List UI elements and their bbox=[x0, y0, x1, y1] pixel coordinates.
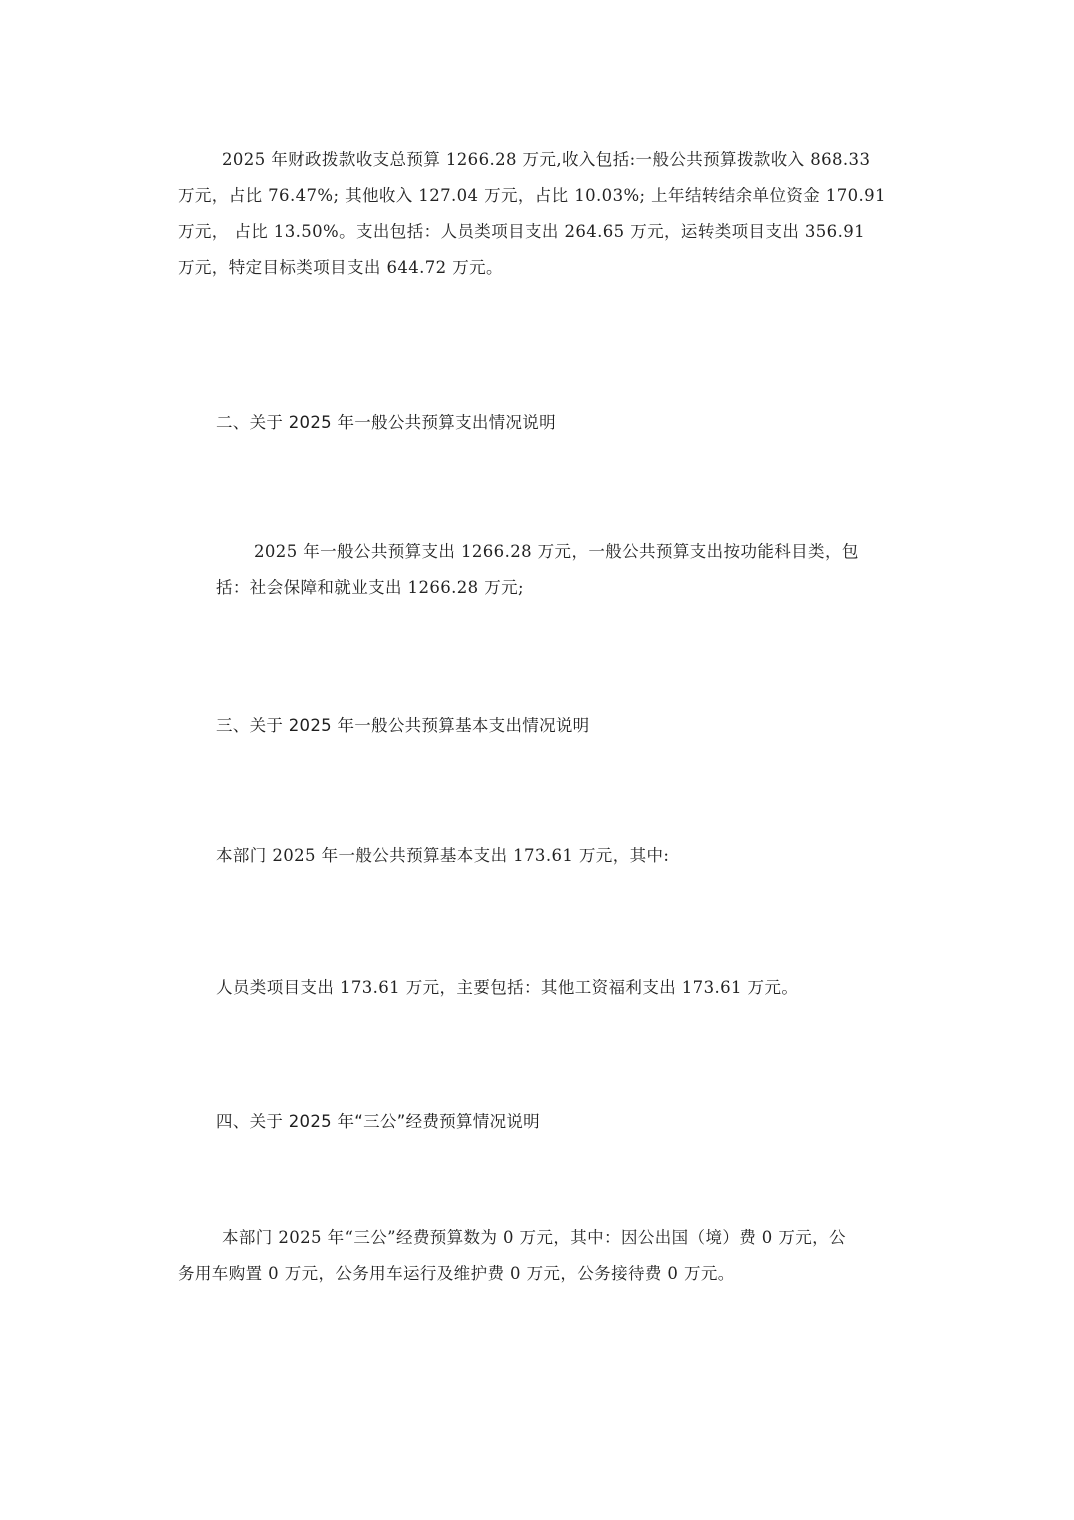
paragraph-basic-expenditure bbox=[178, 838, 914, 874]
paragraph-line: 本部门 2025 年一般公共预算基本支出 173.61 万元，其中: bbox=[216, 846, 670, 865]
paragraph-line: 本部门 2025 年“三公”经费预算数为 0 万元，其中：因公出国（境）费 0 万元，公 bbox=[222, 1228, 846, 1247]
paragraph-line: 万元， 占比 13.50%。支出包括：人员类项目支出 264.65 万元，运转类项目支出 356.91 bbox=[178, 222, 866, 241]
paragraph-personnel-expenditure bbox=[178, 970, 914, 1006]
paragraph-line: 2025 年一般公共预算支出 1266.28 万元，一般公共预算支出按功能科目类，包 bbox=[254, 542, 859, 561]
paragraph-line: 万元，特定目标类项目支出 644.72 万元。 bbox=[178, 258, 503, 277]
paragraph-three-public-expenses bbox=[178, 1220, 914, 1292]
paragraph-line: 括：社会保障和就业支出 1266.28 万元; bbox=[216, 578, 524, 597]
paragraph-general-expenditure bbox=[178, 534, 914, 606]
paragraph-line: 万元，占比 76.47%; 其他收入 127.04 万元，占比 10.03%; 上年结转结余单位资金 170.91 bbox=[178, 186, 886, 205]
paragraph-budget-summary bbox=[178, 142, 914, 286]
section-heading-3: 三、关于 2025 年一般公共预算基本支出情况说明 bbox=[216, 716, 590, 735]
section-heading-2: 二、关于 2025 年一般公共预算支出情况说明 bbox=[216, 413, 556, 432]
paragraph-line: 2025 年财政拨款收支总预算 1266.28 万元,收入包括:一般公共预算拨款收入 868.33 bbox=[222, 150, 871, 169]
paragraph-line: 人员类项目支出 173.61 万元，主要包括：其他工资福利支出 173.61 万元。 bbox=[216, 978, 799, 997]
paragraph-line: 务用车购置 0 万元，公务用车运行及维护费 0 万元，公务接待费 0 万元。 bbox=[178, 1264, 735, 1283]
section-heading-4: 四、关于 2025 年“三公”经费预算情况说明 bbox=[216, 1112, 540, 1131]
